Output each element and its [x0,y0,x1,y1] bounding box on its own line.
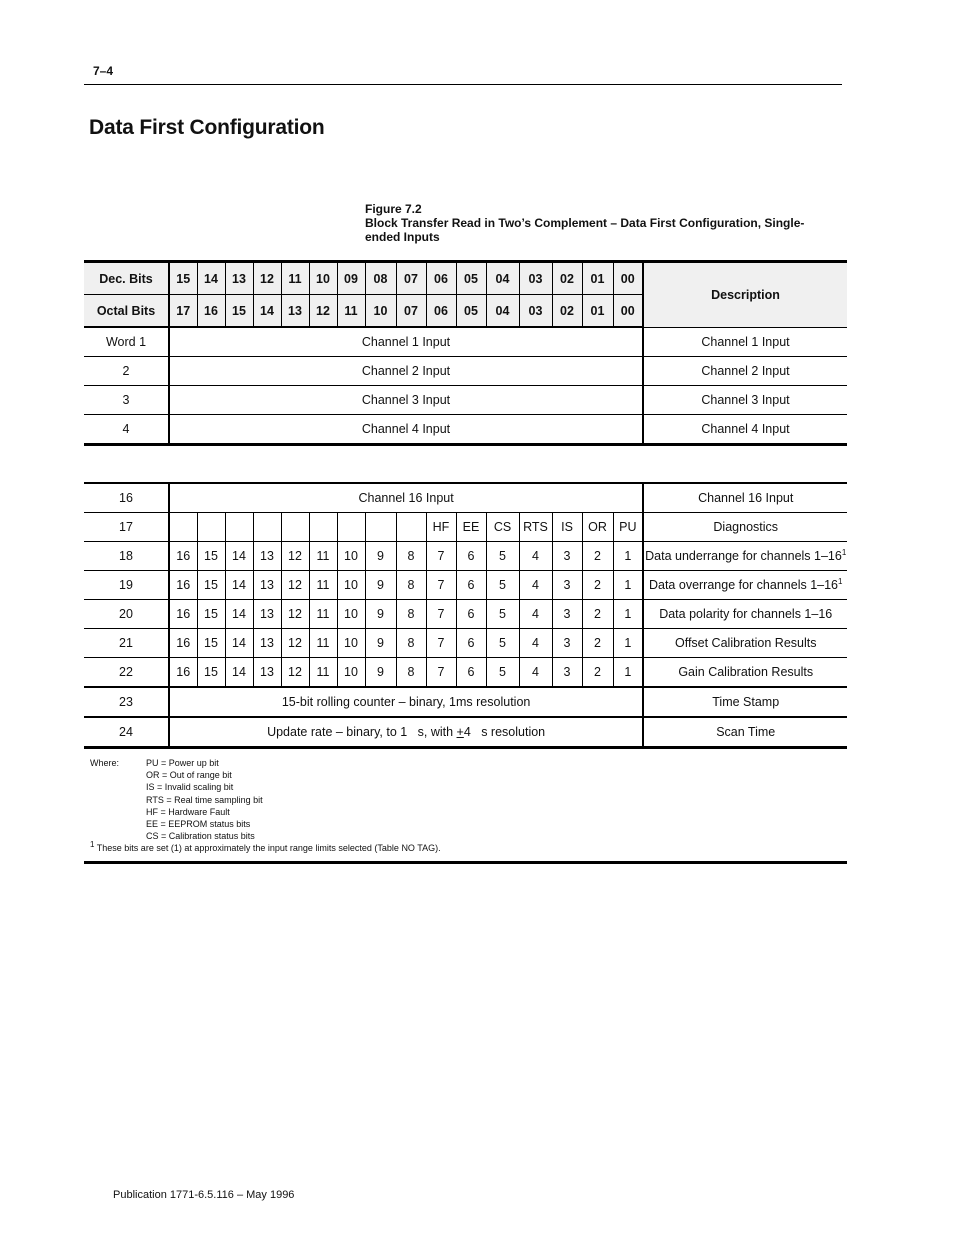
word-content: Channel 2 Input [169,357,643,386]
channel-bit-cell: 16 [169,658,197,688]
channel-bit-cell: 12 [281,629,309,658]
channel-bit-cell: 15 [197,629,225,658]
status-bit-cell [225,513,253,542]
scan-time-text: 4 s resolution [463,725,546,739]
channel-bit-cell: 3 [552,571,582,600]
channel-bit-cell: 4 [519,629,552,658]
channel-bit-cell: 16 [169,571,197,600]
scan-time-text: Update rate – binary, to 1 s, with [267,725,457,739]
channel-bit-cell: 5 [486,600,519,629]
channel-bit-cell: 2 [582,658,613,688]
channel-bit-cell: 11 [309,629,337,658]
header-rule [84,84,842,85]
channel-bit-cell: 8 [396,600,426,629]
octal-bit-cell: 16 [197,295,225,328]
octal-bit-cell: 17 [169,295,197,328]
word-number: 3 [84,386,169,415]
dec-bit-cell: 03 [519,262,552,295]
publication-info: Publication 1771-6.5.116 – May 1996 [113,1189,295,1201]
word-number: Word 1 [84,327,169,357]
word-description: Channel 2 Input [643,357,847,386]
channel-bit-cell: 11 [309,571,337,600]
status-bit-cell: HF [426,513,456,542]
status-bit-cell: CS [486,513,519,542]
channel-bit-cell: 16 [169,542,197,571]
word-description: Channel 16 Input [643,483,847,513]
dec-bit-cell: 12 [253,262,281,295]
note-item: RTS = Real time sampling bit [146,794,263,805]
dec-bit-cell: 05 [456,262,486,295]
channel-bits-row [84,600,847,629]
dec-bit-cell: 11 [281,262,309,295]
channel-bit-cell: 15 [197,600,225,629]
status-bit-cell: EE [456,513,486,542]
channel-bit-cell: 3 [552,600,582,629]
word-number: 23 [84,687,169,717]
note-item: EE = EEPROM status bits [146,819,251,830]
channel-bit-cell: 10 [337,600,365,629]
channel-bit-cell: 15 [197,542,225,571]
dec-bit-cell: 07 [396,262,426,295]
word-description [643,571,847,600]
note-item: PU = Power up bit [146,758,219,768]
octal-bit-cell: 00 [613,295,643,328]
channel-bit-cell: 6 [456,629,486,658]
note-item: HF = Hardware Fault [146,806,230,817]
octal-bit-cell: 11 [337,295,365,328]
channel-bit-cell: 13 [253,542,281,571]
description-text: Gain Calibration Results [678,665,814,679]
bit-map-table-top [84,260,847,446]
channel-bit-cell: 8 [396,658,426,688]
channel-bit-cell: 5 [486,658,519,688]
word-content: Channel 3 Input [169,386,643,415]
channel-bit-cell: 9 [365,571,396,600]
status-bit-cell: PU [613,513,643,542]
word-content: Channel 1 Input [169,327,643,357]
status-bit-cell: IS [552,513,582,542]
word-description: Channel 3 Input [643,386,847,415]
channel-bit-cell: 2 [582,629,613,658]
channel-bit-cell: 1 [613,600,643,629]
channel-bit-cell: 7 [426,658,456,688]
channel-bit-cell: 14 [225,658,253,688]
word-row [84,327,847,357]
status-bit-cell [365,513,396,542]
status-bit-cell [396,513,426,542]
octal-bits-label: Octal Bits [84,295,169,328]
word-row [84,357,847,386]
channel-bit-cell: 15 [197,658,225,688]
channel-bit-cell: 14 [225,542,253,571]
word-row [84,717,847,748]
channel-bit-cell: 4 [519,600,552,629]
figure-label: Figure 7.2 [365,202,422,216]
channel-bit-cell: 11 [309,658,337,688]
word-description [643,542,847,571]
channel-bit-cell: 3 [552,542,582,571]
word-number: 19 [84,571,169,600]
channel-bits-row [84,542,847,571]
octal-bit-cell: 10 [365,295,396,328]
status-bit-cell [169,513,197,542]
channel-bit-cell: 10 [337,571,365,600]
channel-bit-cell: 10 [337,658,365,688]
footnote-ref: 1 [838,576,843,586]
channel-bit-cell: 9 [365,600,396,629]
word-description [643,629,847,658]
figure-caption [365,202,835,244]
word-content [169,717,643,748]
channel-bit-cell: 1 [613,542,643,571]
channel-bit-cell: 1 [613,571,643,600]
octal-bit-cell: 01 [582,295,613,328]
channel-bit-cell: 12 [281,658,309,688]
octal-bit-cell: 15 [225,295,253,328]
word-description: Time Stamp [643,687,847,717]
dec-bit-cell: 09 [337,262,365,295]
word-number: 24 [84,717,169,748]
word-description [643,600,847,629]
word-number: 4 [84,415,169,445]
channel-bit-cell: 9 [365,542,396,571]
channel-bit-cell: 13 [253,600,281,629]
channel-bit-cell: 9 [365,629,396,658]
word-number: 20 [84,600,169,629]
channel-bit-cell: 7 [426,571,456,600]
channel-bit-cell: 1 [613,658,643,688]
footnote [90,842,441,854]
channel-bit-cell: 12 [281,600,309,629]
word-number: 17 [84,513,169,542]
status-bit-cell: OR [582,513,613,542]
channel-bit-cell: 4 [519,571,552,600]
octal-bit-cell: 05 [456,295,486,328]
footnote-text: These bits are set (1) at approximately the input range limits selected (Table NO TAG). [94,843,441,853]
description-text: Data polarity for channels 1–16 [659,607,833,621]
description-header: Description [643,262,847,328]
dec-bit-cell: 13 [225,262,253,295]
word-row [84,483,847,513]
notes-list [146,757,263,842]
channel-bit-cell: 12 [281,542,309,571]
status-bit-cell [337,513,365,542]
channel-bits-row [84,571,847,600]
scan-time-text: + [456,725,464,739]
channel-bit-cell: 1 [613,629,643,658]
channel-bit-cell: 5 [486,629,519,658]
word-content: Channel 4 Input [169,415,643,445]
notes-where: Where: [90,758,120,768]
dec-bit-cell: 06 [426,262,456,295]
channel-bit-cell: 16 [169,629,197,658]
channel-bit-cell: 6 [456,542,486,571]
channel-bit-cell: 15 [197,571,225,600]
word-description: Channel 4 Input [643,415,847,445]
bit-map-table-bottom [84,482,847,749]
dec-bit-cell: 04 [486,262,519,295]
status-bit-cell [197,513,225,542]
status-bit-cell [281,513,309,542]
octal-bit-cell: 07 [396,295,426,328]
diagnostics-row [84,513,847,542]
word-description: Scan Time [643,717,847,748]
word-number: 16 [84,483,169,513]
dec-bits-row [84,262,847,295]
figure-title: Block Transfer Read in Two’s Complement – Data First Configuration, Single-ended Inputs [365,216,805,244]
channel-bit-cell: 14 [225,629,253,658]
channel-bit-cell: 11 [309,600,337,629]
channel-bit-cell: 7 [426,629,456,658]
dec-bit-cell: 02 [552,262,582,295]
channel-bit-cell: 7 [426,542,456,571]
channel-bits-row [84,629,847,658]
channel-bit-cell: 8 [396,629,426,658]
word-description: Channel 1 Input [643,327,847,357]
page-number: 7–4 [93,64,114,78]
word-content: 15-bit rolling counter – binary, 1ms resolution [169,687,643,717]
channel-bit-cell: 5 [486,542,519,571]
channel-bit-cell: 6 [456,658,486,688]
channel-bit-cell: 13 [253,571,281,600]
octal-bit-cell: 14 [253,295,281,328]
dec-bit-cell: 08 [365,262,396,295]
channel-bit-cell: 10 [337,542,365,571]
word-row [84,415,847,445]
dec-bit-cell: 00 [613,262,643,295]
note-item: CS = Calibration status bits [146,831,255,842]
channel-bit-cell: 2 [582,600,613,629]
dec-bit-cell: 01 [582,262,613,295]
note-item: IS = Invalid scaling bit [146,782,234,793]
word-number: 18 [84,542,169,571]
channel-bits-row [84,658,847,688]
channel-bit-cell: 4 [519,542,552,571]
description-text: Offset Calibration Results [674,636,817,650]
footnote-ref: 1 [841,547,847,557]
dec-bit-cell: 14 [197,262,225,295]
dec-bit-cell: 10 [309,262,337,295]
footnote-mark: 1 [90,840,95,849]
octal-bit-cell: 13 [281,295,309,328]
note-item: OR = Out of range bit [146,770,232,781]
channel-bit-cell: 2 [582,542,613,571]
channel-bit-cell: 2 [582,571,613,600]
channel-bit-cell: 6 [456,600,486,629]
page-title: Data First Configuration [89,116,325,139]
channel-bit-cell: 8 [396,542,426,571]
octal-bit-cell: 06 [426,295,456,328]
channel-bit-cell: 11 [309,542,337,571]
word-description [643,658,847,688]
octal-bit-cell: 04 [486,295,519,328]
dec-bits-label: Dec. Bits [84,262,169,295]
word-number: 2 [84,357,169,386]
channel-bit-cell: 14 [225,600,253,629]
word-row [84,687,847,717]
word-number: 21 [84,629,169,658]
channel-bit-cell: 8 [396,571,426,600]
channel-bit-cell: 13 [253,629,281,658]
channel-bit-cell: 3 [552,658,582,688]
word-content: Channel 16 Input [169,483,643,513]
channel-bit-cell: 6 [456,571,486,600]
dec-bit-cell: 15 [169,262,197,295]
channel-bit-cell: 9 [365,658,396,688]
octal-bit-cell: 03 [519,295,552,328]
word-row [84,386,847,415]
channel-bit-cell: 4 [519,658,552,688]
status-bit-cell [253,513,281,542]
description-text: Data overrange for channels 1–16 [648,578,838,592]
bottom-rule [84,861,847,864]
channel-bit-cell: 3 [552,629,582,658]
channel-bit-cell: 16 [169,600,197,629]
word-number: 22 [84,658,169,688]
word-description: Diagnostics [643,513,847,542]
octal-bit-cell: 12 [309,295,337,328]
channel-bit-cell: 10 [337,629,365,658]
channel-bit-cell: 12 [281,571,309,600]
channel-bit-cell: 7 [426,600,456,629]
channel-bit-cell: 14 [225,571,253,600]
channel-bit-cell: 5 [486,571,519,600]
status-bit-cell [309,513,337,542]
octal-bit-cell: 02 [552,295,582,328]
description-text: Data underrange for channels 1–16 [645,549,842,563]
channel-bit-cell: 13 [253,658,281,688]
status-bit-cell: RTS [519,513,552,542]
